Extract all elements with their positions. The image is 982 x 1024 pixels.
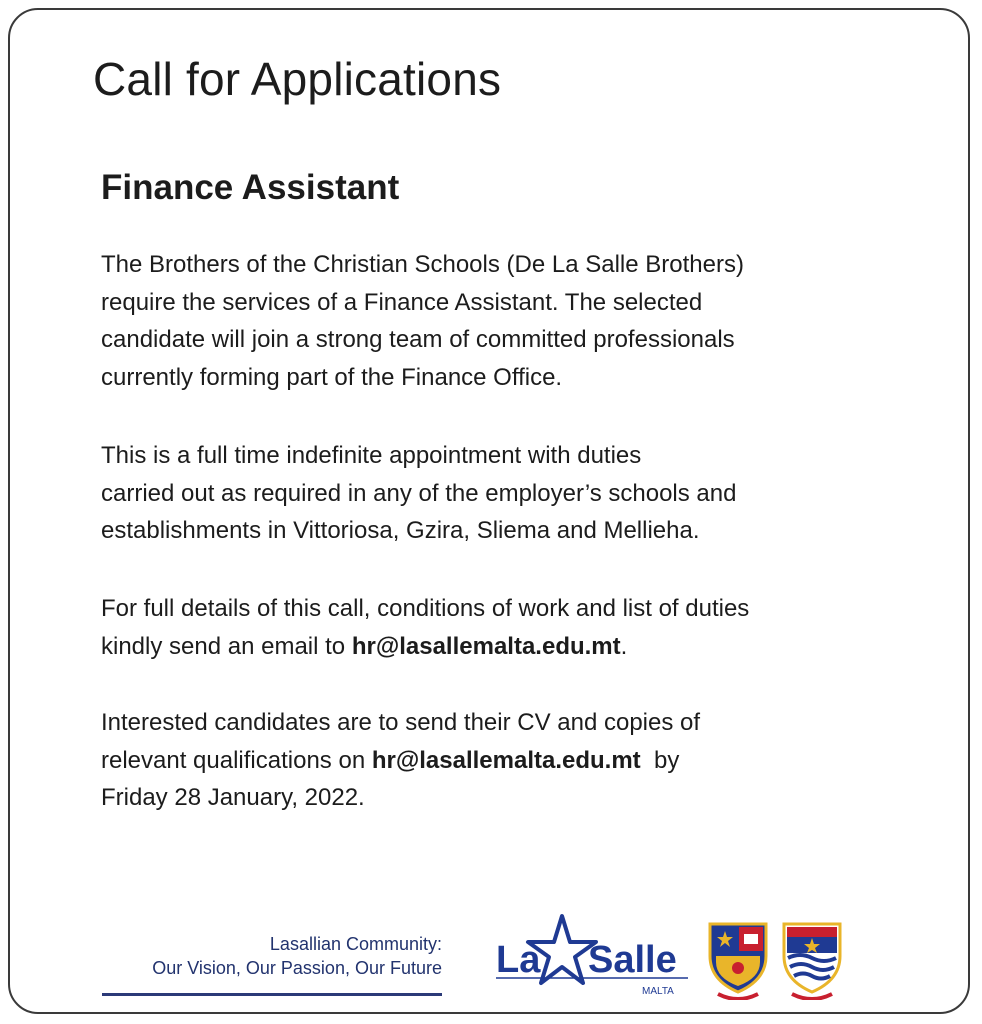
paragraph-intro: [101, 246, 921, 396]
logo-subtext: MALTA: [642, 986, 674, 997]
lasalle-logo-group: [492, 910, 852, 1000]
tagline-underline: [102, 993, 442, 996]
text-line: [101, 742, 921, 780]
community-tagline: [152, 932, 442, 980]
position-title: Finance Assistant: [101, 168, 400, 207]
tagline-line-2: Our Vision, Our Passion, Our Future: [152, 958, 442, 978]
text-line: currently forming part of the Finance Office.: [101, 363, 563, 391]
text-line: The Brothers of the Christian Schools (De La Salle Brothers): [101, 251, 744, 278]
text-line: This is a full time indefinite appointment with duties: [101, 442, 642, 469]
text-line: require the services of a Finance Assistant. The selected: [101, 288, 703, 316]
text-fragment: relevant qualifications on: [101, 746, 372, 774]
school-crest-2-icon: [784, 924, 840, 999]
paragraph-apply: [101, 704, 921, 817]
tagline-line-1: Lasallian Community:: [269, 934, 442, 954]
call-for-applications-card: [8, 8, 970, 1014]
text-line: candidate will join a strong team of committed professionals: [101, 326, 735, 353]
paragraph-details: [101, 590, 921, 665]
text-fragment: kindly send an email to: [101, 632, 352, 660]
text-line: Interested candidates are to send their CV and copies of: [101, 709, 701, 736]
text-line: For full details of this call, conditions of work and list of duties: [101, 595, 750, 622]
text-line: carried out as required in any of the employer’s schools and: [101, 479, 737, 507]
school-crest-1-icon: [710, 924, 766, 999]
paragraph-appointment: [101, 437, 921, 550]
email-link[interactable]: hr@lasallemalta.edu.mt: [351, 632, 621, 660]
page-title: Call for Applications: [93, 53, 502, 105]
logo-text-salle: Salle: [588, 939, 677, 981]
text-fragment: .: [620, 632, 628, 660]
text-line: [101, 628, 921, 666]
deadline-text: Friday 28 January, 2022.: [101, 784, 365, 811]
lasalle-logo: [492, 910, 852, 1000]
logo-text-la: La: [496, 939, 541, 981]
text-line: establishments in Vittoriosa, Gzira, Sliema and Mellieha.: [101, 517, 700, 544]
text-fragment: by: [640, 746, 680, 774]
email-link[interactable]: hr@lasallemalta.edu.mt: [371, 746, 641, 774]
